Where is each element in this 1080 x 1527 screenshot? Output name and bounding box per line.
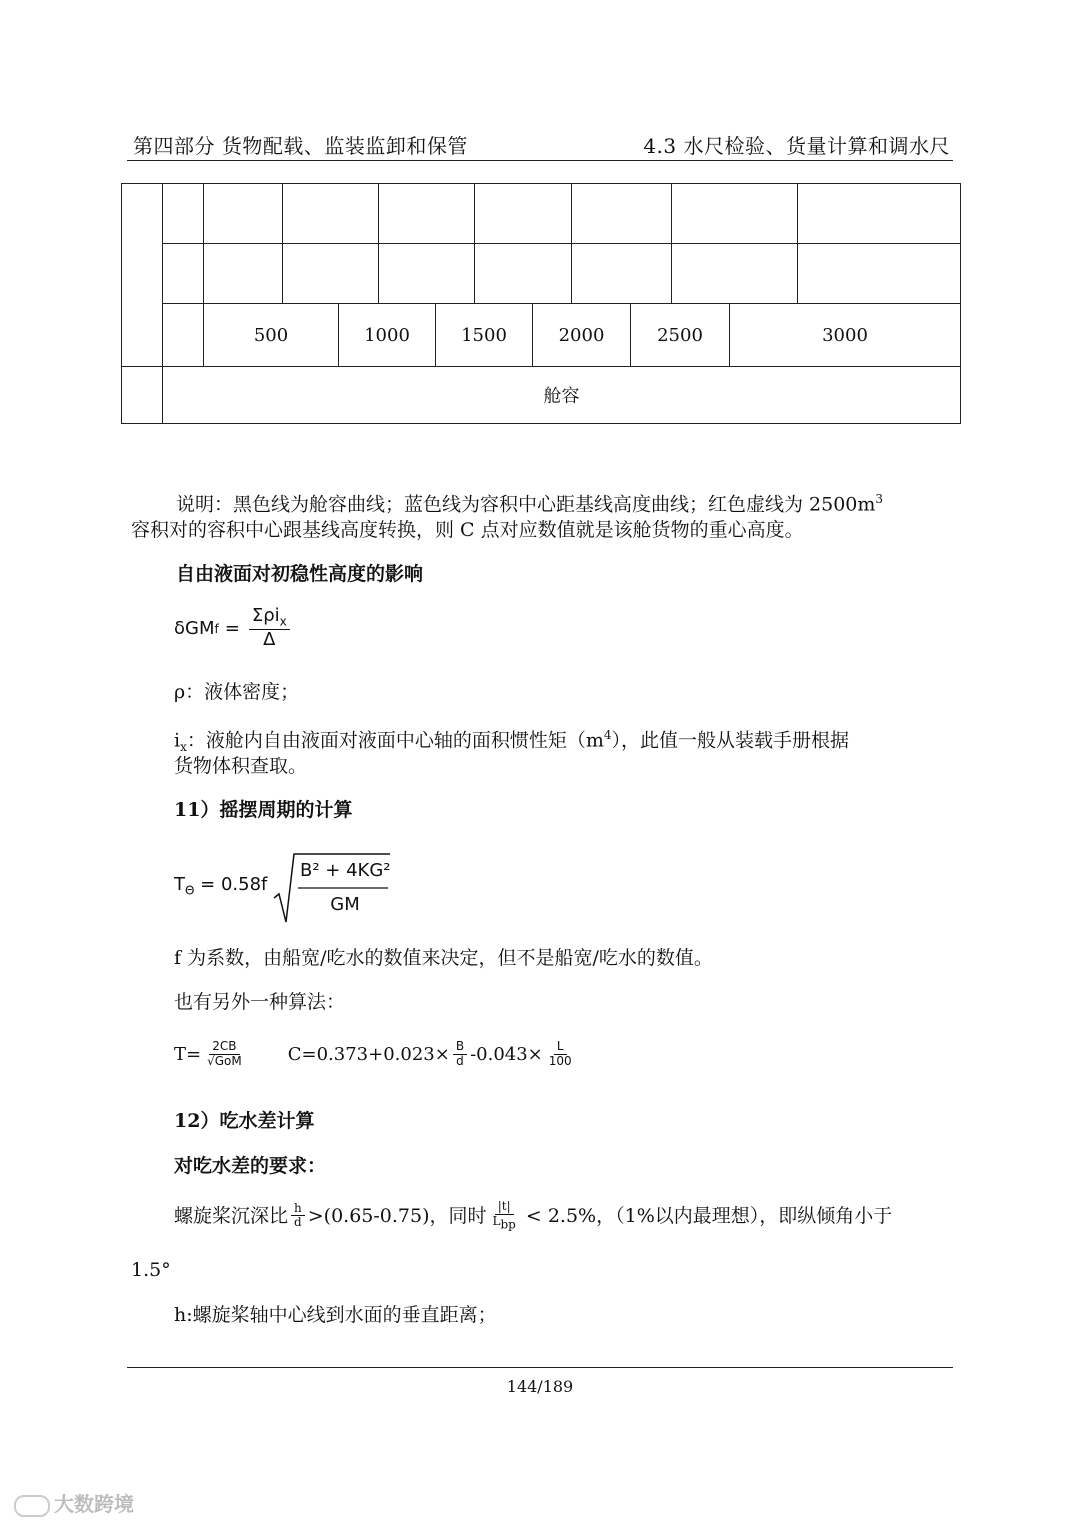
table-cell [122, 367, 163, 424]
axis-label: 舱容 [163, 367, 961, 424]
table-cell [283, 244, 379, 304]
heading-trim-requirements: 对吃水差的要求： [174, 1155, 327, 1177]
fraction: $\frac{B}{d}$ [453, 1040, 467, 1069]
capacity-chart-table [121, 183, 961, 424]
fraction: $\frac{L}{100}$ [548, 1039, 572, 1068]
trim-requirement-line2: 1.5° [131, 1259, 171, 1281]
footer-rule [127, 1367, 953, 1368]
page-number: 144/189 [506, 1377, 574, 1396]
table-cell [798, 244, 961, 304]
table-row [122, 184, 961, 244]
tick-label: 2000 [533, 304, 631, 367]
alternate-method-text: 也有另外一种算法： [174, 991, 346, 1013]
table-row-axis [122, 367, 961, 424]
tick-label: 1000 [339, 304, 436, 367]
table-cell [572, 244, 672, 304]
table-cell [122, 184, 163, 367]
rho-definition: ρ：液体密度； [174, 681, 300, 703]
h-definition: h:螺旋桨轴中心线到水面的垂直距离； [174, 1304, 497, 1326]
ix-definition-line1: $i_x$：液舱内自由液面对液面中心轴的面积惯性矩$(m^4)$，此值一般从装载手册根据 [174, 728, 850, 755]
table-cell [379, 184, 475, 244]
ix-definition-line2: 货物体积查取。 [174, 755, 308, 777]
heading-roll-period: 11）摇摆周期的计算 [174, 799, 353, 821]
fraction: $\frac{|t|}{L_{bp}}$ [492, 1199, 516, 1232]
f-coefficient-note: f 为系数，由船宽/吃水的数值来决定，但不是船宽/吃水的数值。 [174, 947, 713, 969]
table-cell [163, 184, 204, 244]
note-paragraph-line1: 说明：黑色线为舱容曲线；蓝色线为容积中心距基线高度曲线；红色虚线为 $2500m^3$ [176, 492, 884, 516]
table-cell [283, 184, 379, 244]
tick-label: 500 [204, 304, 339, 367]
table-row [122, 244, 961, 304]
formula-free-surface: δGM f = $\frac{\Sigma\rho i_x}{\Delta}$ [174, 606, 293, 651]
note-paragraph-line2: 容积对的容积中心跟基线高度转换，则 C 点对应数值就是该舱货物的重心高度。 [131, 519, 804, 541]
header-rule [127, 160, 953, 161]
table-cell [798, 184, 961, 244]
table-cell [672, 244, 798, 304]
table-cell [204, 184, 283, 244]
fraction: $\frac{h}{d}$ [291, 1202, 305, 1231]
fraction: $\frac{\Sigma\rho i_x}{\Delta}$ [249, 606, 290, 651]
header-subsection-title: 4.3 水尺检验、货量计算和调水尺 [643, 134, 950, 158]
table-cell [204, 244, 283, 304]
header-section-title: 第四部分 货物配载、监装监卸和保管 [133, 134, 468, 158]
table-cell [672, 184, 798, 244]
watermark-logo-icon [14, 1495, 50, 1517]
table-row-ticks [122, 304, 961, 367]
tick-label: 3000 [730, 304, 961, 367]
formula-alternate: T= $\frac{2CB}{\text{√GoM}}$ C=0.373+0.023× $\frac{B}{d}$ -0.043× $\frac{L}{100}$ [174, 1040, 578, 1069]
table-cell [475, 244, 572, 304]
tick-label: 2500 [631, 304, 730, 367]
table-cell [379, 244, 475, 304]
fraction: $\frac{2CB}{\text{√GoM}}$ [207, 1039, 242, 1068]
table-cell [572, 184, 672, 244]
table-cell [163, 244, 204, 304]
trim-requirement-line1: 螺旋桨沉深比 $\frac{h}{d}$ >(0.65-0.75)，同时 $\frac{|t|}{L_{bp}}$ < 2.5%，（1%以内最理想），即纵倾角小于 [174, 1199, 893, 1232]
watermark: 大数跨境 [14, 1488, 134, 1517]
table-cell [163, 304, 204, 367]
table-cell [475, 184, 572, 244]
heading-trim: 12）吃水差计算 [174, 1110, 315, 1132]
heading-free-surface: 自由液面对初稳性高度的影响 [176, 563, 424, 585]
tick-label: 1500 [436, 304, 533, 367]
